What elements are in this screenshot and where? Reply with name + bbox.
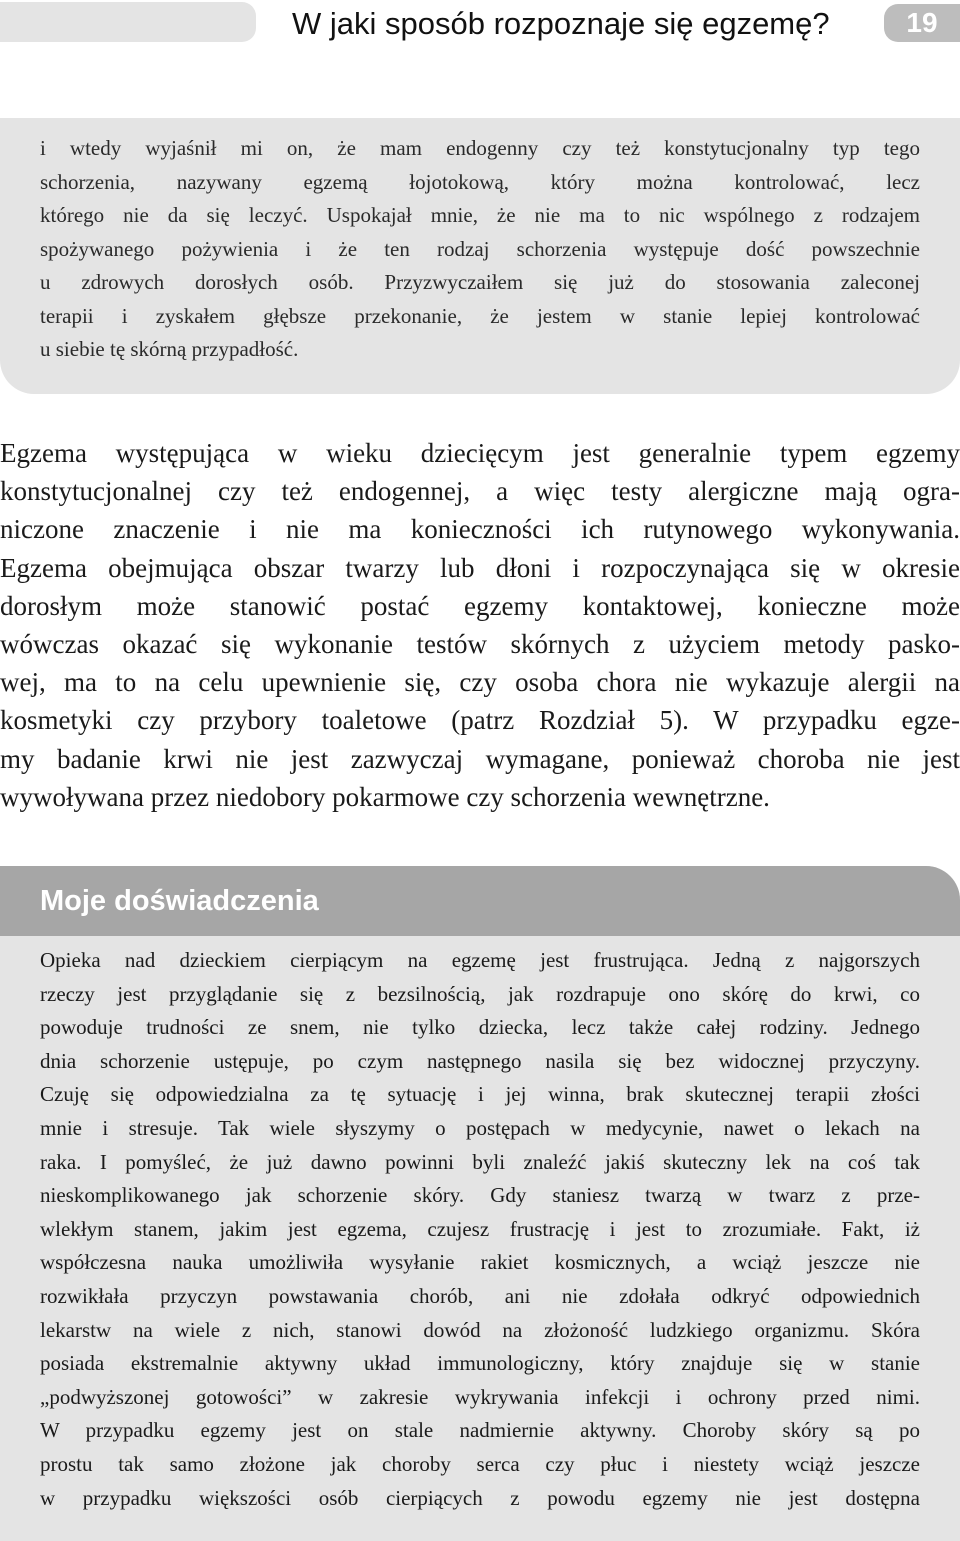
body-line: wówczas okazać się wykonanie testów skórnych z użyciem metody pasko- xyxy=(0,629,960,660)
body-line: my badanie krwi nie jest zazwyczaj wymagane, ponieważ choroba nie jest xyxy=(0,743,960,774)
case-line: terapii i zyskałem głębsze przekonanie, że jestem w stanie lepiej kontrolować xyxy=(40,303,920,328)
experience-line: Opieka nad dzieckiem cierpiącym na egzemę jest frustrująca. Jedną z najgorszych xyxy=(40,948,920,972)
experience-line: powoduje trudności ze snem, nie tylko dziecka, lecz także całej rodziny. Jednego xyxy=(40,1015,920,1040)
body-line: Egzema obejmująca obszar twarzy lub dłoni i rozpoczynająca się w okresie xyxy=(0,552,960,583)
page-number: 19 xyxy=(884,4,960,42)
case-line: u siebie tę skórną przypadłość. xyxy=(40,337,299,361)
experience-line: rozwikłała przyczyn powstawania chorób, ani nie zdołała odkryć odpowiednich xyxy=(40,1283,920,1308)
experience-line: nieskomplikowanego jak schorzenie skóry. Gdy staniesz twarzą w twarz z prze- xyxy=(40,1183,920,1208)
experience-line: wlekłym stanem, jakim jest egzema, czujesz frustrację i jest to zrozumiałe. Fakt, iż xyxy=(40,1216,920,1241)
body-line: niczone znaczenie i nie ma konieczności ich rutynowego wykonywania. xyxy=(0,514,960,545)
experience-line: „podwyższonej gotowości” w zakresie wykrywania infekcji i ochrony przed nimi. xyxy=(40,1384,920,1409)
experience-line: lekarstw na wiele z nich, stanowi dowód na złożoność ludzkiego organizmu. Skóra xyxy=(40,1317,920,1342)
case-line: spożywanego pożywienia i że ten rodzaj schorzenia występuje dość powszechnie xyxy=(40,236,920,261)
case-line: którego nie da się leczyć. Uspokajał mnie, że nie ma to nic wspólnego z rodzajem xyxy=(40,203,920,227)
body-line: dorosłym może stanowić postać egzemy kontaktowej, konieczne może xyxy=(0,590,960,621)
experience-line: mnie i stresuje. Tak wiele słyszymy o postępach w medycynie, nawet o lekach na xyxy=(40,1115,920,1140)
case-line: u zdrowych dorosłych osób. Przyzwyczaiłem się już do stosowania zaleconej xyxy=(40,270,920,294)
experience-line: posiada ekstremalnie aktywny układ immunologiczny, który znajduje się w stanie xyxy=(40,1351,920,1376)
experience-line: W przypadku egzemy jest on stale nadmiernie aktywny. Choroby skóry są po xyxy=(40,1418,920,1443)
body-paragraph xyxy=(0,434,960,816)
experience-title: Moje doświadczenia xyxy=(40,885,319,917)
experience-line: Czuję się odpowiedzialna za tę sytuację i jej winna, brak skutecznej terapii złości xyxy=(40,1082,920,1107)
experience-line: rzeczy jest przyglądanie się z bezsilnością, jak rozdrapuje ono skórę do krwi, co xyxy=(40,981,920,1006)
experience-line: współczesna nauka umożliwiła wysyłanie rakiet kosmicznych, a wciąż jeszcze nie xyxy=(40,1250,920,1275)
body-line: konstytucjonalnej czy też endogennej, a więc testy alergiczne mają ogra- xyxy=(0,476,960,507)
body-line: wej, ma to na celu upewnienie się, czy osoba chora nie wykazuje alergii na xyxy=(0,667,960,698)
case-line: i wtedy wyjaśnił mi on, że mam endogenny czy też konstytucjonalny typ tego xyxy=(40,136,920,160)
body-line: kosmetyki czy przybory toaletowe (patrz Rozdział 5). W przypadku egze- xyxy=(0,705,960,736)
case-line: schorzenia, nazywany egzemą łojotokową, który można kontrolować, lecz xyxy=(40,169,920,194)
experience-text xyxy=(40,944,920,1515)
page-title: W jaki sposób rozpoznaje się egzemę? xyxy=(292,6,830,41)
body-line: wywoływana przez niedobory pokarmowe czy schorzenia wewnętrzne. xyxy=(0,781,770,812)
experience-line: prostu tak samo złożone jak choroby serca czy płuc i niestety wciąż jeszcze xyxy=(40,1451,920,1476)
header-left-tab xyxy=(0,2,256,42)
body-line: Egzema występująca w wieku dziecięcym jest generalnie typem egzemy xyxy=(0,438,960,468)
experience-line: w przypadku większości osób cierpiących z powodu egzemy nie jest dostępna xyxy=(40,1485,920,1510)
experience-line: raka. I pomyśleć, że już dawno powinni byli znaleźć jakiś skuteczny lek na coś tak xyxy=(40,1149,920,1174)
case-study-text xyxy=(40,132,920,367)
experience-line: dnia schorzenie ustępuje, po czym następnego nasila się bez widocznej przyczyny. xyxy=(40,1048,920,1073)
